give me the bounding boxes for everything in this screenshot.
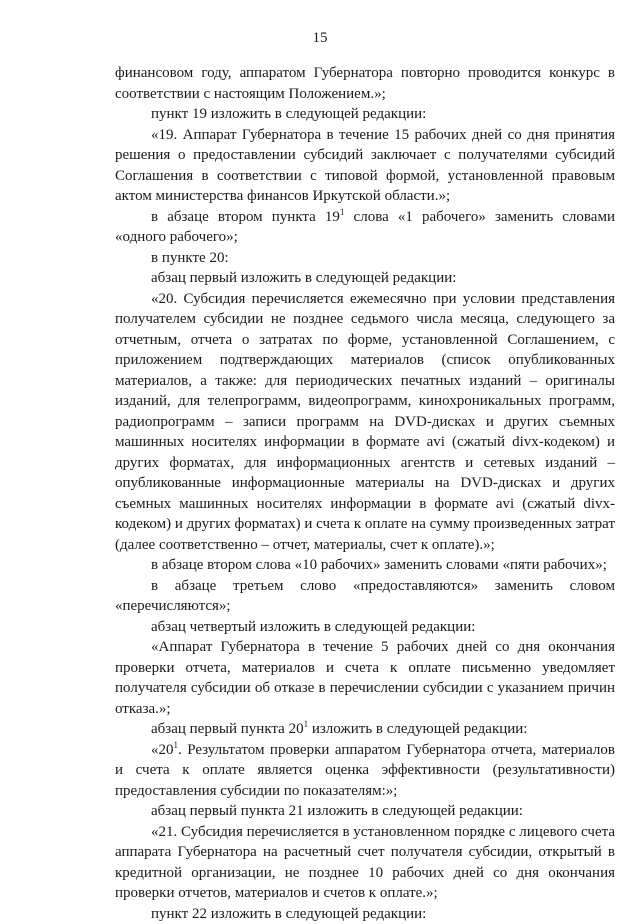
paragraph-p3 (115, 207, 615, 248)
paragraph-p15 (115, 904, 615, 924)
paragraph-p13 (115, 801, 615, 822)
paragraph-p9 (115, 617, 615, 638)
paragraph-text: пункт 22 изложить в следующей редакции: (151, 906, 426, 922)
paragraph-text: «20 (151, 742, 174, 758)
paragraph-text: . Результатом проверки аппаратом Губернатора отчета, материалов и счета к оплате является оценка эффективности (результативности) предоставления субсидии по показателям:»; (115, 742, 615, 799)
paragraph-p10 (115, 637, 615, 719)
paragraph-text: в пункте 20: (151, 250, 229, 266)
paragraph-text: в абзаце втором пункта 19 (151, 209, 340, 225)
paragraph-text: абзац первый пункта 21 изложить в следующей редакции: (151, 803, 523, 819)
paragraph-text: абзац первый пункта 20 (151, 721, 304, 737)
paragraph-text: «21. Субсидия перечисляется в установленном порядке с лицевого счета аппарата Губернатора на расчетный счет получателя субсидии, открытый в кредитной организации, не позднее 10 рабочих дней со дня окончания проверки отчетов, материалов и счетов к оплате.»; (115, 824, 615, 902)
paragraph-text: в абзаце втором слова «10 рабочих» заменить словами «пяти рабочих»; (151, 557, 607, 573)
superscript: 1 (340, 207, 345, 217)
paragraph-p8 (115, 576, 615, 617)
paragraph-p7 (115, 555, 615, 576)
paragraph-text: пункт 19 изложить в следующей редакции: (151, 106, 426, 122)
superscript: 1 (174, 740, 179, 750)
paragraph-text: «20. Субсидия перечисляется ежемесячно при условии представления получателем субсидии не позднее седьмого числа месяца, следующего за отчетным, отчета о затратах по форме, установленной Соглашением, с приложением подтверждающих материалов (список опубликованных материалов, а также: для периодических печатных изданий – оригиналы изданий, для телепрограмм, видеопрограмм, кинохроникальных программ, радиопрограмм – записи программ на DVD-дисках и других съемных машинных носителях информации в формате avi (сжатый divx-кодеком) и других форматах, для информационных агентств и сетевых изданий – опубликованные информационные материалы на DVD-дисках и других съемных машинных носителях информации в формате avi (сжатый divx-кодеком) и других форматах) и счета к оплате на сумму произведенных затрат (далее соответственно – отчет, материалы, счет к оплате).»; (115, 291, 615, 553)
paragraph-p0 (115, 63, 615, 104)
paragraph-text: в абзаце третьем слово «предоставляются» заменить словом «перечисляются»; (115, 578, 615, 615)
document-body (115, 63, 615, 924)
paragraph-p1 (115, 104, 615, 125)
paragraph-p12 (115, 740, 615, 802)
paragraph-p14 (115, 822, 615, 904)
paragraph-text: абзац четвертый изложить в следующей редакции: (151, 619, 475, 635)
superscript: 1 (304, 719, 309, 729)
paragraph-p11 (115, 719, 615, 740)
paragraph-p6 (115, 289, 615, 556)
paragraph-text: изложить в следующей редакции: (308, 721, 527, 737)
paragraph-p4 (115, 248, 615, 269)
paragraph-text: слова «1 рабочего» заменить словами «одного рабочего»; (115, 209, 615, 246)
paragraph-text: «Аппарат Губернатора в течение 5 рабочих дней со дня окончания проверки отчета, материалов и счета к оплате письменно уведомляет получателя субсидии об отказе в перечислении субсидии с указанием причин отказа.»; (115, 639, 615, 717)
page-number: 15 (0, 30, 640, 47)
paragraph-p5 (115, 268, 615, 289)
paragraph-text: финансовом году, аппаратом Губернатора повторно проводится конкурс в соответствии с настоящим Положением.»; (115, 65, 615, 102)
paragraph-p2 (115, 125, 615, 207)
paragraph-text: абзац первый изложить в следующей редакции: (151, 270, 456, 286)
paragraph-text: «19. Аппарат Губернатора в течение 15 рабочих дней со дня принятия решения о предоставлении субсидий заключает с получателями субсидий Соглашения в соответствии с типовой формой, установленной правовым актом министерства финансов Иркутской области.»; (115, 127, 615, 205)
